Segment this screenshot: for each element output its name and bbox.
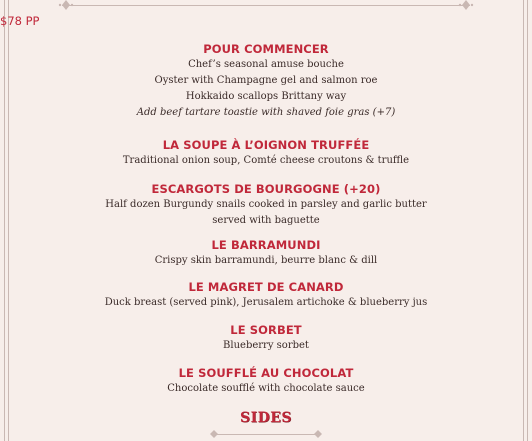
section-title: POUR COMMENCER	[203, 42, 329, 56]
section-magret	[0, 280, 532, 311]
section-sorbet	[0, 323, 532, 354]
dish-line: Duck breast (served pink), Jerusalem artichoke & blueberry jus	[104, 297, 428, 308]
section-barramundi	[0, 238, 532, 269]
diamond-ornament-icon	[458, 0, 474, 10]
section-pour-commencer	[0, 42, 532, 121]
dish-line: Blueberry sorbet	[223, 340, 309, 351]
dish-line: Oyster with Champagne gel and salmon roe	[154, 75, 378, 86]
sides-heading: SIDES	[239, 410, 293, 426]
dish-line: served with baguette	[212, 215, 320, 226]
diamond-ornament-icon	[58, 0, 74, 10]
dish-line: Hokkaido scallops Brittany way	[185, 91, 347, 102]
section-title: LE SOUFFLÉ AU CHOCOLAT	[178, 366, 354, 380]
section-title: LE SORBET	[230, 323, 302, 337]
section-souffle	[0, 366, 532, 397]
section-title: LA SOUPE À L’OIGNON TRUFFÉE	[162, 138, 370, 152]
dish-line: Half dozen Burgundy snails cooked in parsley and garlic butter	[105, 199, 427, 210]
dish-line: Traditional onion soup, Comté cheese croutons & truffle	[122, 155, 410, 166]
diamond-ornament-icon	[314, 430, 322, 438]
top-divider	[62, 5, 470, 6]
section-soupe	[0, 138, 532, 169]
dish-line: Chocolate soufflé with chocolate sauce	[167, 383, 365, 394]
diamond-ornament-icon	[210, 430, 218, 438]
section-title: LE BARRAMUNDI	[211, 238, 321, 252]
section-escargots	[0, 182, 532, 229]
menu-price: $78 PP	[0, 14, 40, 28]
dish-line: Chef’s seasonal amuse bouche	[188, 59, 344, 70]
section-title: LE MAGRET DE CANARD	[188, 280, 344, 294]
section-title: ESCARGOTS DE BOURGOGNE (+20)	[151, 182, 381, 196]
bottom-divider	[214, 434, 318, 435]
dish-line: Crispy skin barramundi, beurre blanc & dill	[154, 255, 378, 266]
dish-line-addon: Add beef tartare toastie with shaved foie gras (+7)	[136, 107, 396, 118]
